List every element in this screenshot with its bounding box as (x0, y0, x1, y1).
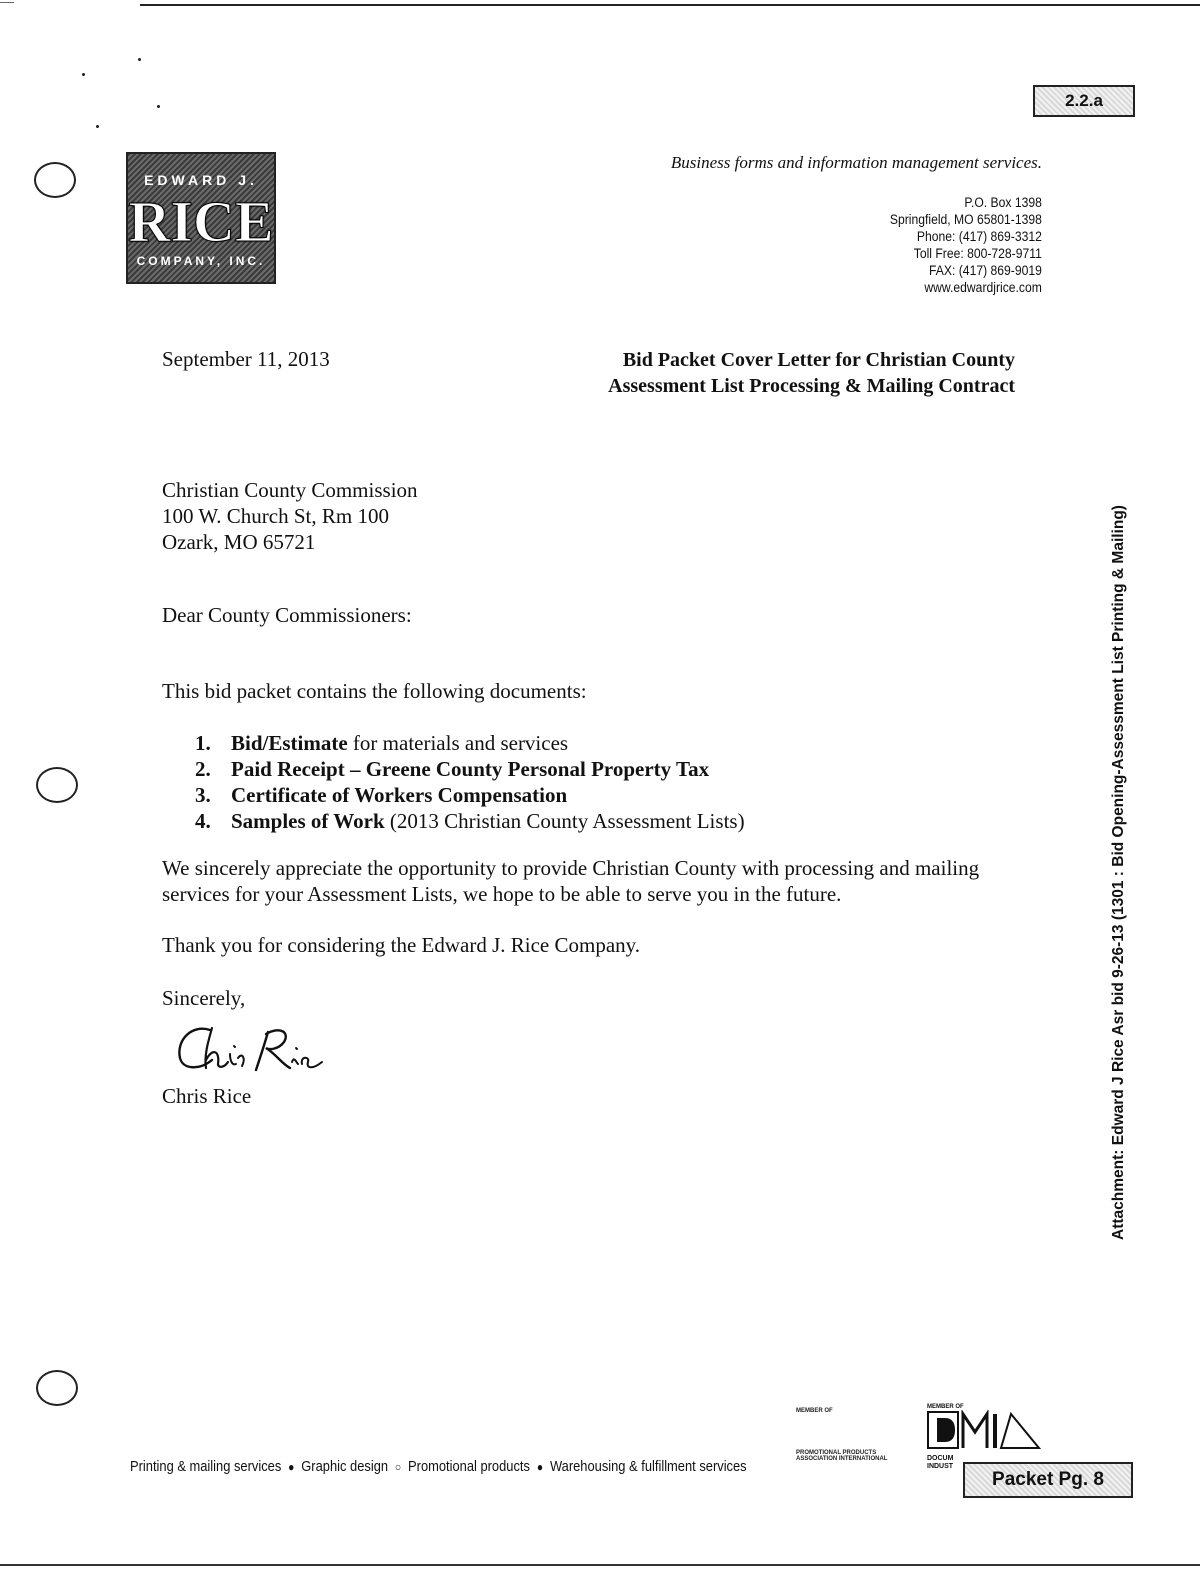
list-item-number: 3. (195, 783, 211, 807)
list-item-bold: Bid/Estimate (231, 731, 348, 755)
punch-hole-bottom (36, 1370, 78, 1406)
dmia-mark-icon (927, 1410, 1047, 1450)
letterhead-contact (890, 194, 1042, 296)
scan-edge-mark (0, 2, 14, 3)
ppai-name-line-2: ASSOCIATION INTERNATIONAL (796, 1456, 888, 1462)
letter-title (608, 347, 1015, 399)
contact-phone: Phone: (417) 869-3312 (917, 229, 1042, 244)
scan-speck (82, 73, 85, 76)
item-number-badge: 2.2.a (1033, 85, 1135, 117)
letterhead-tagline: Business forms and information management services. (670, 153, 1042, 172)
logo-line-2: RICE (128, 189, 274, 254)
letter-date: September 11, 2013 (162, 347, 330, 371)
ppai-member-label: MEMBER OF (796, 1408, 833, 1414)
recipient-name: Christian County Commission (162, 478, 418, 502)
contact-website: www.edwardjrice.com (924, 280, 1042, 295)
signer-name: Chris Rice (162, 1084, 252, 1108)
list-item-bold: Samples of Work (231, 809, 385, 833)
list-item (195, 782, 745, 808)
title-line-1: Bid Packet Cover Letter for Christian County (622, 349, 1015, 371)
ppai-name-line-1: PROMOTIONAL PRODUCTS (796, 1450, 877, 1456)
packet-page-badge: Packet Pg. 8 (963, 1462, 1133, 1498)
contact-toll-free: Toll Free: 800-728-9711 (913, 246, 1042, 261)
dmia-sub-line-2: INDUST (927, 1463, 954, 1470)
body-paragraph: We sincerely appreciate the opportunity to provide Christian County with processing and mailing services for your Assessment Lists, we hope to be able to serve you in the future. (162, 856, 980, 906)
logo-line-1: EDWARD J. (144, 172, 258, 188)
list-item (195, 756, 745, 782)
contact-fax: FAX: (417) 869-9019 (929, 263, 1042, 278)
ppai-member-logo (796, 1408, 916, 1478)
footer-service: Printing & mailing services (130, 1458, 282, 1475)
attachment-side-label: Attachment: Edward J Rice Asr bid 9-26-13 (1301 : Bid Opening-Assessment List Printing & Mailing) (1110, 505, 1127, 1240)
scan-top-border (140, 4, 1200, 6)
thank-you-line: Thank you for considering the Edward J. Rice Company. (162, 933, 641, 957)
closing: Sincerely, (162, 986, 246, 1010)
list-item-bold: Paid Receipt – Greene County Personal Property Tax (231, 757, 710, 781)
contact-po-box: P.O. Box 1398 (964, 195, 1042, 210)
intro-line: This bid packet contains the following documents: (162, 679, 587, 703)
handwritten-signature (172, 1018, 342, 1078)
punch-hole-middle (36, 767, 78, 803)
scan-speck (138, 58, 141, 61)
title-line-2: Assessment List Processing & Mailing Contract (608, 375, 1015, 397)
footer-services: Printing & mailing services ● Graphic design ○ Promotional products ● Warehousing & fulfillment services (130, 1458, 747, 1475)
list-item (195, 730, 745, 756)
contact-city: Springfield, MO 65801-1398 (890, 212, 1042, 227)
recipient-city: Ozark, MO 65721 (162, 530, 316, 554)
list-item-number: 4. (195, 809, 211, 833)
document-list (195, 730, 745, 834)
dmia-sub-line-1: DOCUM (927, 1455, 954, 1462)
recipient-address (162, 477, 418, 555)
recipient-street: 100 W. Church St, Rm 100 (162, 504, 389, 528)
logo-line-3: COMPANY, INC. (136, 254, 266, 268)
scan-speck (96, 125, 99, 128)
list-item-number: 2. (195, 757, 211, 781)
footer-service: Warehousing & fulfillment services (549, 1458, 747, 1475)
list-item (195, 808, 745, 834)
company-logo (126, 152, 276, 284)
dmia-member-label: MEMBER OF (927, 1404, 964, 1410)
salutation: Dear County Commissioners: (162, 603, 412, 627)
list-item-bold: Certificate of Workers Compensation (231, 783, 568, 807)
footer-service: Promotional products (408, 1458, 530, 1475)
list-item-number: 1. (195, 731, 211, 755)
footer-service: Graphic design (301, 1458, 389, 1475)
punch-hole-top (34, 162, 76, 198)
list-item-rest: for materials and services (347, 731, 569, 755)
scan-speck (157, 105, 160, 108)
scan-bottom-border (0, 1564, 1200, 1566)
list-item-rest: (2013 Christian County Assessment Lists) (384, 809, 745, 833)
